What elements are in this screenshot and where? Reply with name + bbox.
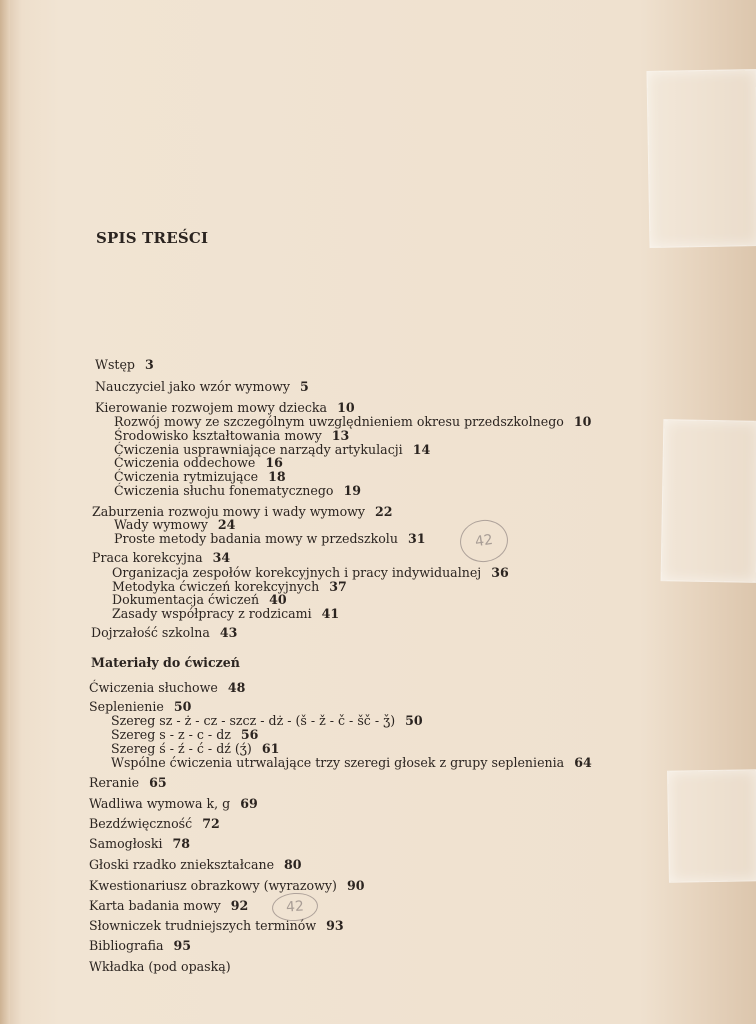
toc-entry: Głoski rzadko zniekształcane 80 [89,857,302,872]
toc-section-heading: Materiały do ćwiczeń [91,655,240,670]
toc-subentry: Wady wymowy 24 [114,517,236,532]
toc-entry: Bibliografia 95 [89,938,192,953]
toc-subentry: Szereg ś - ź - ć - dź (ʒ́) 61 [111,741,280,756]
toc-entry: Samogłoski 78 [89,836,191,851]
toc-subentry: Organizacja zespołów korekcyjnych i pracy indywidualnej 36 [112,565,509,580]
toc-entry: Praca korekcyjna 34 [92,550,231,565]
toc-subentry: Proste metody badania mowy w przedszkolu 31 [114,531,426,546]
toc-entry: Zaburzenia rozwoju mowy i wady wymowy 22 [92,504,393,519]
toc-entry: Karta badania mowy 92 [89,898,249,913]
toc-entry: Dojrzałość szkolna 43 [91,625,238,640]
toc-subentry: Dokumentacja ćwiczeń 40 [112,592,287,607]
toc-entry: Nauczyciel jako wzór wymowy 5 [95,379,309,394]
toc-entry: Wadliwa wymowa k, g 69 [89,796,258,811]
toc-subentry: Szereg s - z - c - dz 56 [111,727,259,742]
toc-subentry: Środowisko kształtowania mowy 13 [114,428,350,443]
toc-entry: Słowniczek trudniejszych terminów 93 [89,918,344,933]
toc-entry: Wstęp 3 [95,357,154,372]
pencil-annotation: 42 [457,517,510,565]
toc-subentry: Ćwiczenia rytmizujące 18 [114,469,286,484]
toc-subentry: Ćwiczenia usprawniające narządy artykulacji 14 [114,442,431,457]
toc-subentry: Ćwiczenia oddechowe 16 [114,455,283,470]
toc-entry: Kwestionariusz obrazkowy (wyrazowy) 90 [89,878,365,893]
toc-subentry: Szereg sz - ż - cz - szcz - dż - (š - ž - č - šč - ǯ) 50 [111,713,423,728]
toc-entry: Wkładka (pod opaską) [89,959,231,974]
page-title: SPIS TREŚCI [96,229,209,247]
toc-subentry: Ćwiczenia słuchu fonematycznego 19 [114,483,362,498]
toc-entry: Reranie 65 [89,775,167,790]
toc-subentry: Zasady współpracy z rodzicami 41 [112,606,340,621]
toc-entry: Bezdźwięczność 72 [89,816,220,831]
pencil-annotation: 42 [271,891,319,922]
toc-subentry: Metodyka ćwiczeń korekcyjnych 37 [112,579,347,594]
toc-subentry: Rozwój mowy ze szczególnym uwzględnieniem okresu przedszkolnego 10 [114,414,592,429]
toc-subentry: Wspólne ćwiczenia utrwalające trzy szeregi głosek z grupy seplenienia 64 [111,755,592,770]
toc-entry: Kierowanie rozwojem mowy dziecka 10 [95,400,355,415]
toc-entry: Seplenienie 50 [89,699,192,714]
toc-entry: Ćwiczenia słuchowe 48 [89,680,246,695]
